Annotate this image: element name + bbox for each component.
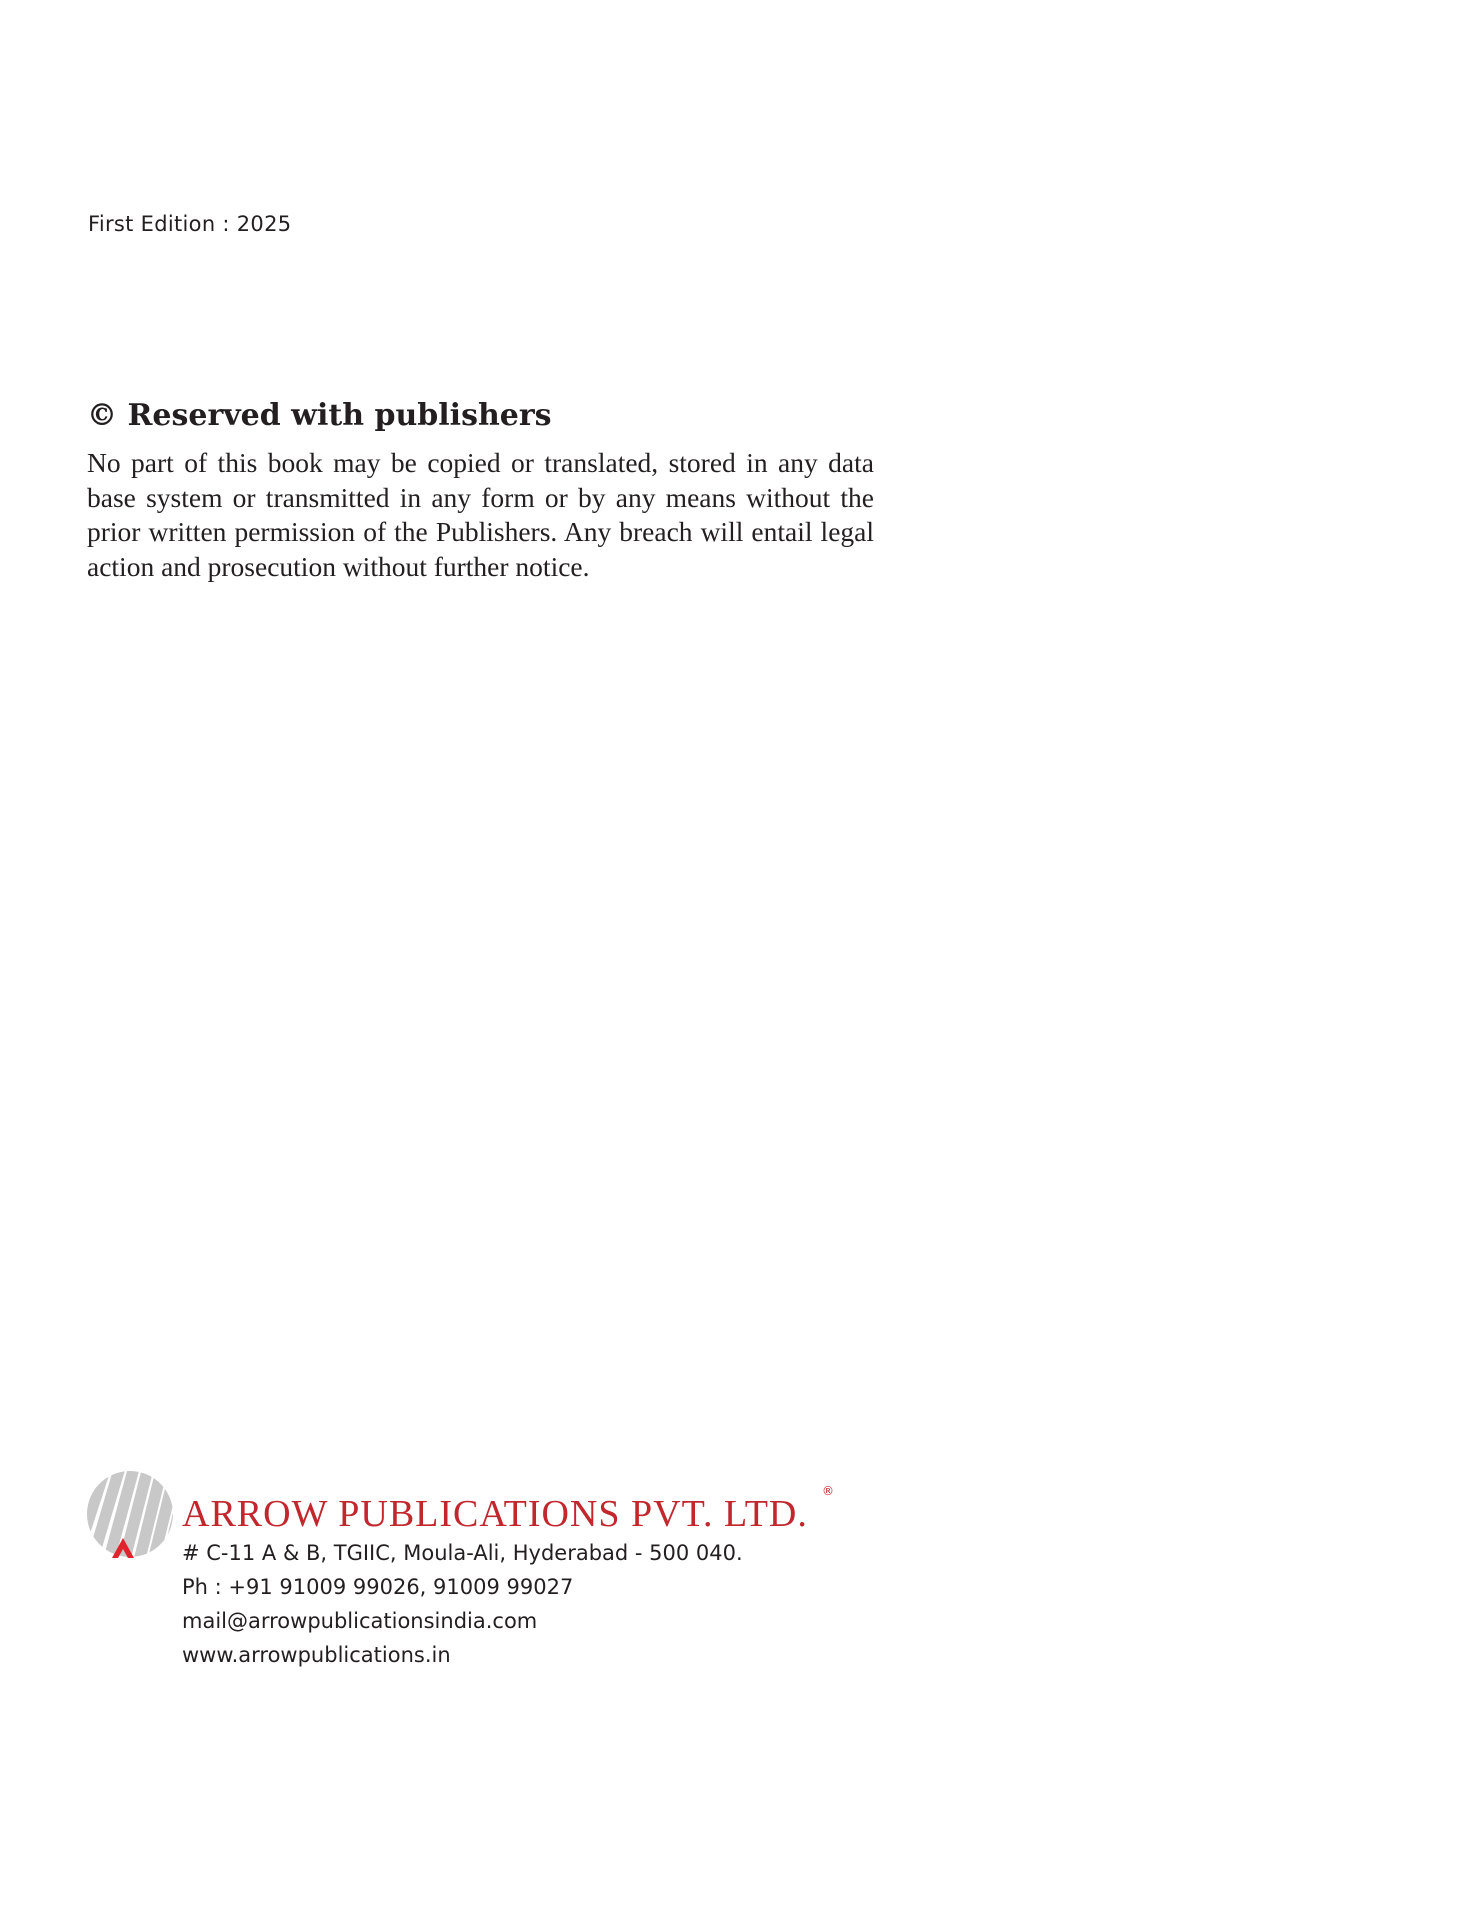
publisher-contact [182,1536,743,1672]
publisher-address: # C-11 A & B, TGIIC, Moula-Ali, Hyderabad - 500 040. [182,1541,743,1565]
publisher-email: mail@arrowpublicationsindia.com [182,1609,538,1633]
publisher-imprint [86,1470,886,1680]
edition-line: First Edition : 2025 [88,212,292,236]
copyright-heading: © Reserved with publishers [87,398,552,433]
publisher-name: ARROW PUBLICATIONS PVT. LTD. [182,1493,808,1535]
arrow-publications-logo-icon [86,1470,174,1560]
publisher-website: www.arrowpublications.in [182,1643,451,1667]
copyright-notice: No part of this book may be copied or translated, stored in any data base system or transmitted in any form or by any means without the prior written permission of the Publishers. Any breach will entail legal action and prosecution without further notice. [87,447,874,582]
copyright-section [87,396,874,584]
registered-mark: ® [822,1484,834,1498]
publisher-phone: Ph : +91 91009 99026, 91009 99027 [182,1575,574,1599]
